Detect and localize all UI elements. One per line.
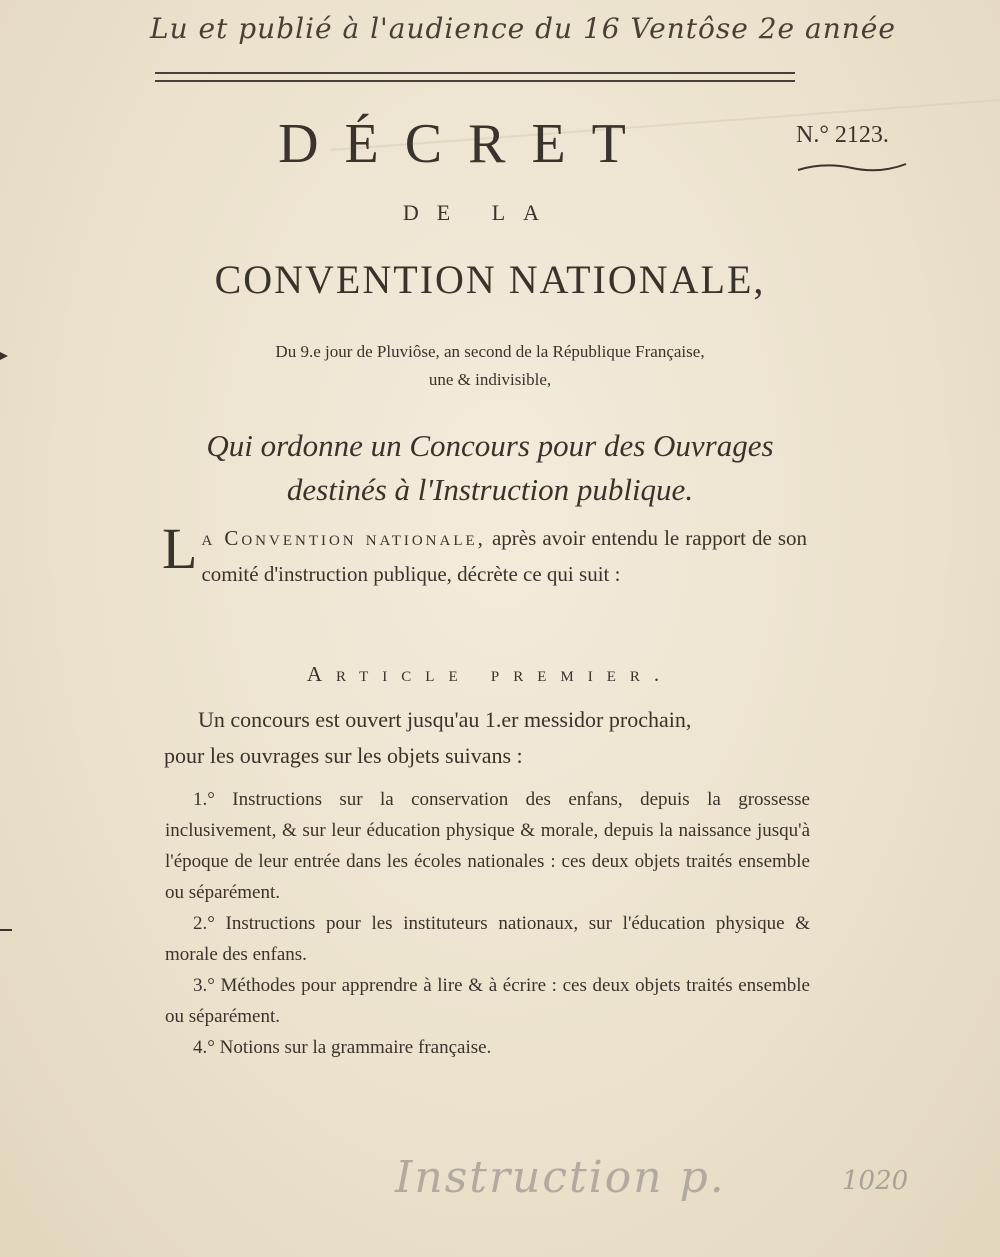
top-rule bbox=[155, 72, 795, 82]
item-list bbox=[165, 784, 810, 1063]
preamble-lead: a Convention nationale, bbox=[201, 526, 486, 550]
article-heading: Article premier. bbox=[306, 662, 674, 686]
decree-subtitle bbox=[150, 424, 830, 512]
pencil-number: 1020 bbox=[842, 1166, 909, 1196]
drop-cap: L bbox=[162, 516, 198, 581]
de-la-heading: DE LA bbox=[402, 200, 558, 225]
list-item: 2.° Instructions pour les instituteurs nationaux, sur l'éducation physique & morale des enfans. bbox=[165, 913, 810, 965]
list-item: 4.° Notions sur la grammaire française. bbox=[193, 1037, 492, 1058]
decree-title: DÉCRET bbox=[278, 113, 652, 175]
subtitle-line-1: Qui ordonne un Concours pour des Ouvrages bbox=[206, 428, 774, 463]
list-item: 3.° Méthodes pour apprendre à lire & à écrire : ces deux objets traités ensemble ou séparément. bbox=[165, 975, 810, 1027]
number-flourish bbox=[796, 160, 908, 176]
preamble-text: après avoir entendu le rapport de son comité d'instruction publique, décrète ce qui suit : bbox=[201, 526, 807, 586]
date-line bbox=[150, 338, 830, 394]
article-intro-line-1: Un concours est ouvert jusqu'au 1.er messidor prochain, bbox=[198, 707, 692, 732]
pencil-note: Instruction p. bbox=[395, 1152, 726, 1203]
article-intro bbox=[164, 702, 814, 774]
list-item: 1.° Instructions sur la conservation des enfans, depuis la grossesse inclusivement, & sur leur éducation physique & morale, depuis la naissance jusqu'à l'époque de leur entrée dans les écoles nationales : ces deux objets traités ensemble ou séparément. bbox=[165, 789, 810, 903]
article-intro-line-2: pour les ouvrages sur les objets suivans : bbox=[164, 743, 523, 768]
preamble-paragraph bbox=[162, 516, 807, 592]
decree-number: N.° 2123. bbox=[796, 122, 889, 148]
subtitle-line-2: destinés à l'Instruction publique. bbox=[286, 472, 694, 507]
date-line-1: Du 9.e jour de Pluviôse, an second de la République Française, bbox=[275, 342, 705, 361]
assembly-heading: CONVENTION NATIONALE, bbox=[214, 257, 766, 302]
date-line-2: une & indivisible, bbox=[428, 370, 552, 389]
handwritten-note: Lu et publié à l'audience du 16 Ventôse 2e année bbox=[150, 12, 896, 45]
